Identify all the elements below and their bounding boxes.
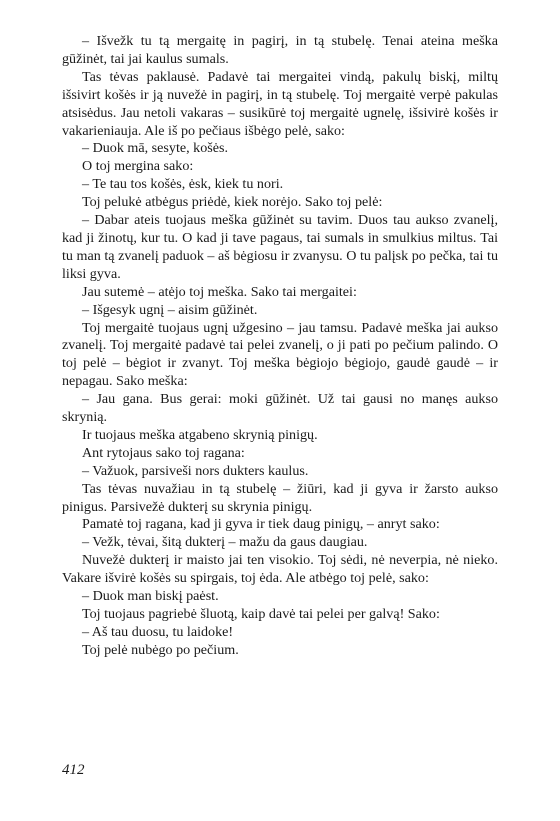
paragraph: Ant rytojaus sako toj ragana: bbox=[82, 444, 245, 461]
paragraph: Jau sutemė – atėjo toj meška. Sako tai mergaitei: bbox=[82, 283, 357, 300]
paragraph: Tas tėvas nuvažiau in tą stubelę – žiūri, kad ji gyva ir žarsto aukso pinigus. Parsivežė dukterį su skrynia pinigų. bbox=[62, 480, 498, 515]
paragraph: Toj mergaitė tuojaus ugnį užgesino – jau tamsu. Padavė meška jai aukso zvanelį. Toj mergaitė padavė tai pelei zvanelį, o ji pati po pečium palindo. O toj pelė – bėgiot ir zvanyt. Toj meška bėgiojo bėgiojo, gaudė gaudė – ir nepagau. Sako meška: bbox=[62, 319, 498, 390]
paragraph: – Duok man biskį paėst. bbox=[82, 588, 219, 605]
paragraph: Toj pelukė atbėgus priėdė, kiek norėjo. Sako toj pelė: bbox=[82, 194, 383, 211]
paragraph: – Aš tau duosu, tu laidoke! bbox=[82, 623, 234, 640]
paragraph: – Duok mā, sesyte, košės. bbox=[82, 140, 229, 157]
paragraph: – Vežk, tėvai, šitą dukterį – mažu da gaus daugiau. bbox=[82, 534, 368, 551]
paragraph: Toj pelė nubėgo po pečium. bbox=[82, 641, 239, 658]
paragraph: Pamatė toj ragana, kad ji gyva ir tiek daug pinigų, – anryt sako: bbox=[82, 516, 440, 533]
page-body bbox=[62, 33, 498, 660]
paragraph: Toj tuojaus pagriebė šluotą, kaip davė tai pelei per galvą! Sako: bbox=[82, 606, 440, 622]
page-number: 412 bbox=[62, 762, 85, 778]
paragraph: O toj mergina sako: bbox=[82, 158, 194, 175]
paragraph: Ir tuojaus meška atgabeno skrynią pinigų. bbox=[82, 426, 318, 443]
paragraph: – Važuok, parsiveši nors dukters kaulus. bbox=[82, 462, 309, 479]
paragraph: Tas tėvas paklausė. Padavė tai mergaitei vindą, pakulų biskį, miltų išsivirt košės ir ją nuvežė in pagirį, in tą stubelę. Toj mergaitė verpė pakulas atsisėdus. Jau netoli vakaras – susikūrė toj mergaitė ugnelę, išsivirė košės ir vakarieniauja. Ale iš po pečiaus išbėgo pelė, sako: bbox=[62, 68, 498, 139]
paragraph: – Te tau tos košės, ėsk, kiek tu nori. bbox=[82, 176, 284, 193]
paragraph: – Išvežk tu tą mergaitę in pagirį, in tą stubelę. Tenai ateina meška gūžinėt, tai jai kaulus sumals. bbox=[62, 33, 498, 67]
paragraph: Nuvežė dukterį ir maisto jai ten visokio. Toj sėdi, nė neverpia, nė nieko. Vakare išvirė košės su spirgais, toj ėda. Ale atbėgo toj pelė, sako: bbox=[62, 552, 498, 587]
paragraph: – Jau gana. Bus gerai: moki gūžinėt. Už tai gausi no manęs aukso skrynią. bbox=[62, 391, 498, 426]
paragraph: – Dabar ateis tuojaus meška gūžinėt su tavim. Duos tau aukso zvanelį, kad ji žinotų, kur tu. O kad ji tave pagaus, tai sumals in smulkius miltus. Tai tu man tą zvanelį paduok – aš bėgiosu ir zvanysu. O tu palįsk po pečka, tai tu liksi gyva. bbox=[62, 212, 498, 282]
paragraph: – Išgesyk ugnį – aisim gūžinėt. bbox=[82, 301, 258, 318]
